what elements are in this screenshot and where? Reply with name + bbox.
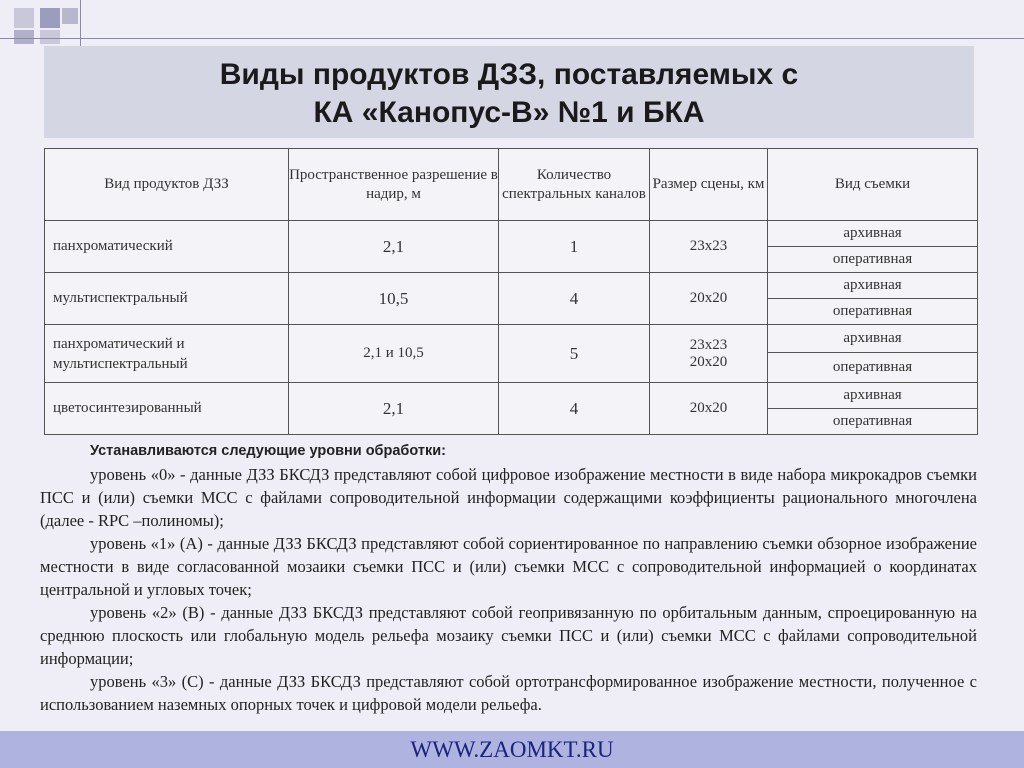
header-scene-size: Размер сцены, км (650, 149, 768, 221)
level-3-paragraph: уровень «3» (С) - данные ДЗЗ БКСДЗ представляют собой ортотрансформированное изображение местности, полученное с использованием наземных опорных точек и цифровой модели рельефа. (40, 672, 977, 714)
notes-header: Устанавливаются следующие уровни обработки: (90, 443, 446, 459)
cell-resolution: 10,5 (289, 273, 499, 325)
cell-resolution: 2,1 и 10,5 (289, 325, 499, 383)
cell-product-name: цветосинтезированный (45, 383, 289, 435)
cell-product-name: панхроматический и мультиспектральный (45, 325, 289, 383)
cell-mode-operative: оперативная (768, 247, 978, 273)
level-2-paragraph: уровень «2» (В) - данные ДЗЗ БКСДЗ представляют собой геопривязанную по орбитальным данным, спроецированную на среднюю плоскость или глобальную модель рельефа мозаику съемки ПСС и (или) съемки МСС с файлами сопроводительной информации; (40, 603, 977, 668)
cell-channels: 4 (499, 383, 650, 435)
footer-url[interactable]: WWW.ZAOMKT.RU (410, 737, 614, 762)
cell-scene-size: 23х23 (650, 221, 768, 273)
slide-title (44, 46, 974, 138)
header-channels: Количество спектральных каналов (499, 149, 650, 221)
level-1-paragraph: уровень «1» (А) - данные ДЗЗ БКСДЗ представляют собой сориентированное по направлению съемки обзорное изображение местности в виде согласованной мозаики съемки ПСС и (или) съемки МСС с сопроводительной информацией о координатах центральной и угловых точек; (40, 534, 977, 599)
cell-scene-size: 20х20 (650, 383, 768, 435)
scene-size-a: 23х23 (689, 336, 728, 353)
cell-mode-archive: архивная (768, 325, 978, 353)
cell-mode-archive: архивная (768, 273, 978, 299)
cell-channels: 5 (499, 325, 650, 383)
cell-scene-size (650, 325, 768, 383)
cell-mode-operative: оперативная (768, 409, 978, 435)
cell-scene-size: 20х20 (650, 273, 768, 325)
title-line-2: КА «Канопус-В» №1 и БКА (313, 96, 705, 129)
footer-bar (0, 731, 1024, 768)
cell-mode-operative: оперативная (768, 353, 978, 383)
decorative-horizontal-line (0, 38, 1024, 39)
header-survey-type: Вид съемки (768, 149, 978, 221)
decorative-vertical-line (80, 0, 81, 46)
header-product-type: Вид продуктов ДЗЗ (45, 149, 289, 221)
table-header-row (45, 149, 978, 221)
table-row (45, 383, 978, 409)
scene-size-b: 20х20 (689, 353, 728, 370)
cell-product-name: мультиспектральный (45, 273, 289, 325)
header-resolution: Пространственное разрешение в надир, м (289, 149, 499, 221)
cell-mode-operative: оперативная (768, 299, 978, 325)
title-line-1: Виды продуктов ДЗЗ, поставляемых с (219, 58, 799, 91)
cell-channels: 1 (499, 221, 650, 273)
table-row (45, 273, 978, 299)
cell-mode-archive: архивная (768, 383, 978, 409)
cell-channels: 4 (499, 273, 650, 325)
processing-levels-text (40, 440, 977, 716)
table-row (45, 221, 978, 247)
cell-resolution: 2,1 (289, 221, 499, 273)
level-0-paragraph: уровень «0» - данные ДЗЗ БКСДЗ представляют собой цифровое изображение местности в виде набора микрокадров съемки ПСС и (или) съемки МСС с файлами сопроводительной информации содержащими коэффициенты рационального многочлена (далее - RPC –полиномы); (40, 465, 977, 530)
cell-resolution: 2,1 (289, 383, 499, 435)
table-row (45, 325, 978, 353)
cell-product-name: панхроматический (45, 221, 289, 273)
cell-mode-archive: архивная (768, 221, 978, 247)
products-table (44, 148, 978, 435)
